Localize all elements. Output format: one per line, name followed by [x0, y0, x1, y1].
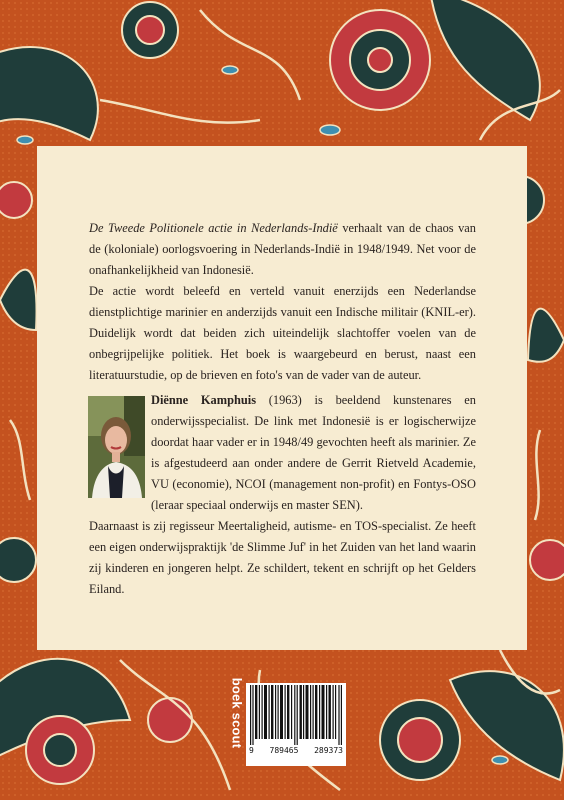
publisher-logo: [228, 668, 246, 758]
author-bio-text: (1963) is beeldend kunstenares en onderwijsspecialist. De link met Indonesië is er logischerwijze doordat haar vader er in 1948/49 gevochten heeft als marinier. Ze is afgestudeerd aan onder andere de Gerrit Rietveld Academie, VU (economie), NCOI (management non-profit) en Fontys-OSO (leraar speciaal onderwijs en master SEN).: [151, 393, 476, 512]
author-bio-paragraph-2: Daarnaast is zij regisseur Meertaligheid, autisme- en TOS-specialist. Ze heeft een eigen onderwijspraktijk 'de Slimme Juf' in het Zuiden van het land waarin zij kinderen en jongeren helpt. Ze schildert, tekent en schrijft op het Gelders Eiland.: [89, 519, 476, 596]
isbn-barcode: [246, 683, 346, 766]
blurb-paragraph-1-text: verhaalt van de chaos van de (koloniale) oorlogsvoering in Nederlands-Indië in 1948/1949. Net voor de onafhankelijkheid van Indonesië.: [89, 221, 476, 277]
book-title: De Tweede Politionele actie in Nederlands-Indië: [89, 221, 338, 235]
barcode-bars: [250, 685, 342, 745]
publisher-name: boek scout: [229, 677, 245, 749]
blurb-paragraph-2: De actie wordt beleefd en verteld vanuit enerzijds een Nederlandse dienstplichtige marinier en anderzijds vanuit een Indische militair (KNIL-er). Duidelijk wordt dat beiden zich uiteindelijk slachtoffer voelen van de onbegrijpelijke politiek. Het boek is waargebeurd en berust, naast een literatuurstudie, op de brieven en foto's van de vader van de auteur.: [89, 284, 476, 382]
author-bio: [89, 390, 476, 600]
blurb-paragraph-1: [89, 218, 476, 281]
isbn-group-2: 289373: [314, 746, 343, 755]
blurb: [89, 218, 476, 386]
isbn-number: [246, 746, 346, 755]
isbn-group-1: 789465: [269, 746, 299, 755]
isbn-lead-digit: 9: [249, 746, 254, 755]
author-bio-paragraph-1: [89, 390, 476, 516]
author-name: Diënne Kamphuis: [151, 393, 257, 407]
